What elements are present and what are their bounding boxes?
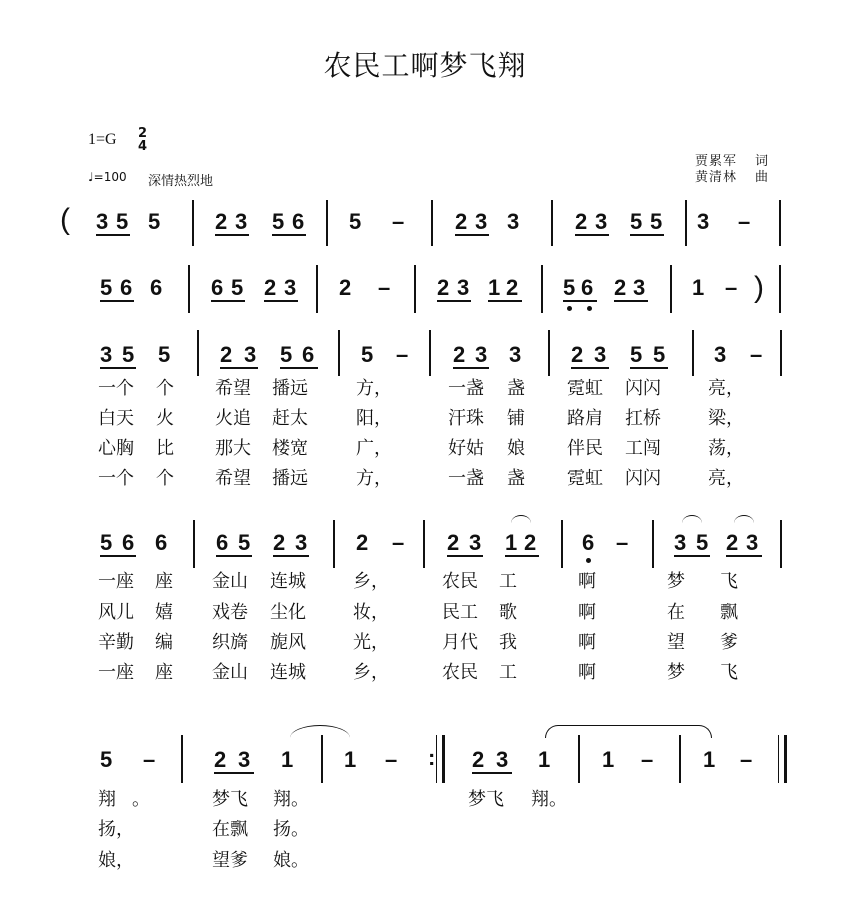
time-signature — [138, 127, 147, 153]
lyric: 工闯 — [625, 438, 661, 459]
underline — [726, 555, 762, 557]
note: 5 — [272, 209, 285, 234]
dash: – — [725, 275, 738, 300]
lyric: 啊 — [578, 602, 596, 623]
note: 6 — [292, 209, 305, 234]
lyric: 座 — [155, 662, 173, 683]
underline — [447, 555, 483, 557]
underline — [453, 367, 489, 369]
lyric: 望 — [667, 632, 685, 653]
note: 2 — [356, 530, 369, 555]
underline — [215, 234, 249, 236]
note: 3 — [96, 209, 109, 234]
bar-line — [429, 330, 431, 376]
lyric: 火 — [156, 408, 174, 429]
underline — [220, 367, 258, 369]
lyric: 梦 — [667, 571, 685, 592]
key-signature: 1=G — [88, 131, 117, 148]
bar-line — [192, 200, 194, 246]
bar-line — [652, 520, 654, 568]
underline — [273, 555, 309, 557]
note: 2 — [447, 530, 460, 555]
lyric: 一座 — [98, 662, 134, 683]
bar-line — [414, 265, 416, 313]
lyric: 在 — [667, 602, 685, 623]
underline — [437, 300, 471, 302]
lyric: 。 — [132, 789, 150, 810]
bar-line — [685, 200, 687, 246]
bar-line — [780, 520, 782, 568]
lyric: 铺 — [507, 408, 525, 429]
note: 3 — [509, 342, 522, 367]
note-low-octave: 6 — [581, 275, 594, 300]
lyric: 一个 — [98, 468, 134, 489]
underline — [100, 367, 136, 369]
note: 5 — [650, 209, 663, 234]
dash: – — [392, 530, 405, 555]
lyric: 嬉 — [155, 602, 173, 623]
dash: – — [641, 747, 654, 772]
lyric: 翔。 — [273, 789, 309, 810]
lyric: 爹 — [720, 632, 738, 653]
lyric: 梦飞 — [212, 789, 248, 810]
note: 3 — [457, 275, 470, 300]
underline — [264, 300, 298, 302]
bar-line — [541, 265, 543, 313]
note: 5 — [349, 209, 362, 234]
note: 3 — [633, 275, 646, 300]
note: 6 — [122, 530, 135, 555]
note: 1 — [602, 747, 615, 772]
lyric: 翔 — [98, 789, 116, 810]
bar-line — [316, 265, 318, 313]
bar-line — [679, 735, 681, 783]
lyricist-role: 词 — [755, 154, 770, 169]
underline — [614, 300, 648, 302]
underline — [96, 234, 130, 236]
lyric: 工 — [499, 571, 517, 592]
note: 5 — [630, 342, 643, 367]
lyric: 扛桥 — [625, 408, 661, 429]
note: 2 — [264, 275, 277, 300]
underline — [455, 234, 489, 236]
note: 3 — [100, 342, 113, 367]
time-signature-top: 2 — [138, 126, 148, 141]
lyric: 火追 — [215, 408, 251, 429]
bar-line — [197, 330, 199, 376]
lyric: 农民 — [442, 662, 478, 683]
lyric: 霓虹 — [567, 468, 603, 489]
note: 6 — [302, 342, 315, 367]
dash: – — [738, 209, 751, 234]
lyric: 播远 — [272, 468, 308, 489]
lyric: 光， — [353, 632, 389, 653]
lyric: 梦飞 — [468, 789, 504, 810]
note: 5 — [361, 342, 374, 367]
tie — [545, 725, 712, 738]
dash: – — [616, 530, 629, 555]
lyric: 望爹 — [212, 850, 248, 871]
lyric: 比 — [156, 438, 174, 459]
lyric: 亮， — [708, 378, 744, 399]
underline — [100, 555, 136, 557]
tempo-marking: ♩=100 — [88, 170, 127, 184]
bar-line — [780, 330, 782, 376]
lyric: 乡， — [353, 662, 389, 683]
bar-line — [193, 520, 195, 568]
note: 1 — [505, 530, 518, 555]
dash: – — [378, 275, 391, 300]
lyric: 连城 — [270, 571, 306, 592]
note: 1 — [488, 275, 501, 300]
composer-role: 曲 — [755, 170, 770, 185]
note: 2 — [220, 342, 233, 367]
slur — [734, 515, 754, 523]
lyric: 闪闪 — [625, 378, 661, 399]
note: 5 — [122, 342, 135, 367]
note: 5 — [158, 342, 171, 367]
lyric: 娘， — [98, 850, 134, 871]
underline — [280, 367, 318, 369]
lyric: 金山 — [212, 662, 248, 683]
lyric: 荡， — [708, 438, 744, 459]
note: 5 — [148, 209, 161, 234]
note: 6 — [120, 275, 133, 300]
intro-close-paren: ) — [754, 271, 764, 304]
low-octave-dot — [587, 306, 592, 311]
lyric: 那大 — [215, 438, 251, 459]
lyric: 妆， — [353, 602, 389, 623]
note: 5 — [238, 530, 251, 555]
bar-line — [326, 200, 328, 246]
lyric: 楼宽 — [272, 438, 308, 459]
note: 2 — [453, 342, 466, 367]
underline — [472, 772, 512, 774]
bar-line — [188, 265, 190, 313]
underline — [100, 300, 134, 302]
note-low-octave: 6 — [582, 530, 595, 555]
bar-line — [779, 200, 781, 246]
lyric: 路肩 — [567, 408, 603, 429]
dash: – — [396, 342, 409, 367]
note: 1 — [703, 747, 716, 772]
low-octave-dot — [586, 558, 591, 563]
note: 3 — [469, 530, 482, 555]
note: 2 — [455, 209, 468, 234]
lyric: 一座 — [98, 571, 134, 592]
lyric: 旎风 — [270, 632, 306, 653]
repeat-dots: : — [428, 745, 436, 770]
note: 3 — [475, 209, 488, 234]
note: 2 — [726, 530, 739, 555]
dash: – — [143, 747, 156, 772]
note: 1 — [344, 747, 357, 772]
note: 2 — [437, 275, 450, 300]
lyric: 一个 — [98, 378, 134, 399]
lyric: 扬。 — [273, 819, 309, 840]
lyric: 希望 — [215, 468, 251, 489]
note: 2 — [524, 530, 537, 555]
bar-line — [551, 200, 553, 246]
bar-line — [578, 735, 580, 783]
lyric: 娘。 — [273, 850, 309, 871]
underline — [563, 300, 597, 302]
lyric: 飞 — [720, 662, 738, 683]
bar-line — [692, 330, 694, 376]
bar-line — [779, 265, 781, 313]
lyric: 白天 — [98, 408, 134, 429]
note: 5 — [100, 747, 113, 772]
lyric: 娘 — [507, 438, 525, 459]
lyric: 一盏 — [448, 468, 484, 489]
note: 3 — [714, 342, 727, 367]
underline — [488, 300, 522, 302]
note-low-octave: 5 — [563, 275, 576, 300]
lyric: 方， — [356, 378, 392, 399]
bar-line — [431, 200, 433, 246]
lyric: 歌 — [499, 602, 517, 623]
underline — [630, 367, 668, 369]
note: 5 — [100, 530, 113, 555]
note: 3 — [594, 342, 607, 367]
bar-line — [333, 520, 335, 568]
lyric: 播远 — [272, 378, 308, 399]
lyric: 梁， — [708, 408, 744, 429]
lyric: 月代 — [442, 632, 478, 653]
bar-line — [548, 330, 550, 376]
note: 5 — [280, 342, 293, 367]
note: 1 — [281, 747, 294, 772]
lyric: 梦 — [667, 662, 685, 683]
note: 3 — [595, 209, 608, 234]
lyric: 织旖 — [212, 632, 248, 653]
note: 5 — [231, 275, 244, 300]
expression-marking: 深情热烈地 — [148, 174, 214, 189]
note: 6 — [150, 275, 163, 300]
lyric: 广， — [356, 438, 392, 459]
bar-line — [423, 520, 425, 568]
bar-line — [181, 735, 183, 783]
bar-line — [561, 520, 563, 568]
lyric: 民工 — [442, 602, 478, 623]
lyric: 盏 — [507, 378, 525, 399]
lyric: 在飘 — [212, 819, 248, 840]
lyric: 希望 — [215, 378, 251, 399]
lyric: 翔。 — [531, 789, 567, 810]
lyric: 飞 — [720, 571, 738, 592]
lyric: 编 — [155, 632, 173, 653]
note: 3 — [295, 530, 308, 555]
note: 3 — [496, 747, 509, 772]
dash: – — [385, 747, 398, 772]
note: 1 — [692, 275, 705, 300]
note: 3 — [284, 275, 297, 300]
dash: – — [750, 342, 763, 367]
note: 3 — [475, 342, 488, 367]
note: 3 — [235, 209, 248, 234]
lyric: 飘 — [720, 602, 738, 623]
note: 5 — [116, 209, 129, 234]
lyric: 风儿 — [98, 602, 134, 623]
underline — [216, 555, 252, 557]
lyric: 心胸 — [98, 438, 134, 459]
note: 2 — [614, 275, 627, 300]
lyric: 好姑 — [448, 438, 484, 459]
intro-open-paren: ( — [60, 203, 70, 236]
lyric: 赶太 — [272, 408, 308, 429]
note: 3 — [507, 209, 520, 234]
lyric: 伴民 — [567, 438, 603, 459]
note: 2 — [339, 275, 352, 300]
dash: – — [392, 209, 405, 234]
note: 2 — [273, 530, 286, 555]
note: 2 — [215, 209, 228, 234]
bar-line — [338, 330, 340, 376]
dash: – — [740, 747, 753, 772]
repeat-end-barline — [436, 735, 445, 783]
underline — [575, 234, 609, 236]
underline — [272, 234, 306, 236]
slur — [682, 515, 702, 523]
time-signature-bottom: 4 — [138, 139, 148, 154]
note: 2 — [571, 342, 584, 367]
lyric: 方， — [356, 468, 392, 489]
note: 2 — [506, 275, 519, 300]
note: 3 — [697, 209, 710, 234]
note: 3 — [238, 747, 251, 772]
lyric: 乡， — [353, 571, 389, 592]
bar-line — [670, 265, 672, 313]
lyric: 盏 — [507, 468, 525, 489]
lyric: 个 — [156, 378, 174, 399]
lyric: 霓虹 — [567, 378, 603, 399]
note: 5 — [696, 530, 709, 555]
note: 2 — [214, 747, 227, 772]
lyric: 阳， — [356, 408, 392, 429]
underline — [571, 367, 609, 369]
lyric: 座 — [155, 571, 173, 592]
underline — [211, 300, 245, 302]
note: 5 — [630, 209, 643, 234]
tie — [290, 725, 350, 738]
lyric: 亮， — [708, 468, 744, 489]
lyric: 啊 — [578, 632, 596, 653]
lyric: 工 — [499, 662, 517, 683]
bar-line — [321, 735, 323, 783]
note: 6 — [155, 530, 168, 555]
lyric: 辛勤 — [98, 632, 134, 653]
underline — [214, 772, 254, 774]
note: 3 — [244, 342, 257, 367]
lyricist-name: 贾累军 — [695, 154, 738, 169]
note: 2 — [575, 209, 588, 234]
note: 2 — [472, 747, 485, 772]
lyric: 农民 — [442, 571, 478, 592]
lyric: 连城 — [270, 662, 306, 683]
final-barline — [778, 735, 787, 783]
lyric: 汗珠 — [448, 408, 484, 429]
lyric: 戏卷 — [212, 602, 248, 623]
note: 1 — [538, 747, 551, 772]
underline — [674, 555, 710, 557]
underline — [505, 555, 539, 557]
lyric: 我 — [499, 632, 517, 653]
song-title: 农民工啊梦飞翔 — [323, 49, 527, 82]
lyric: 啊 — [578, 662, 596, 683]
note: 3 — [674, 530, 687, 555]
lyric: 闪闪 — [625, 468, 661, 489]
underline — [630, 234, 664, 236]
lyric: 扬， — [98, 819, 134, 840]
note: 6 — [216, 530, 229, 555]
note: 3 — [746, 530, 759, 555]
low-octave-dot — [567, 306, 572, 311]
slur — [511, 515, 531, 523]
lyric: 一盏 — [448, 378, 484, 399]
lyric: 尘化 — [270, 602, 306, 623]
note: 5 — [100, 275, 113, 300]
lyric: 金山 — [212, 571, 248, 592]
lyric: 啊 — [578, 571, 596, 592]
note: 6 — [211, 275, 224, 300]
composer-name: 黄清林 — [695, 170, 738, 185]
lyric: 个 — [156, 468, 174, 489]
note: 5 — [653, 342, 666, 367]
